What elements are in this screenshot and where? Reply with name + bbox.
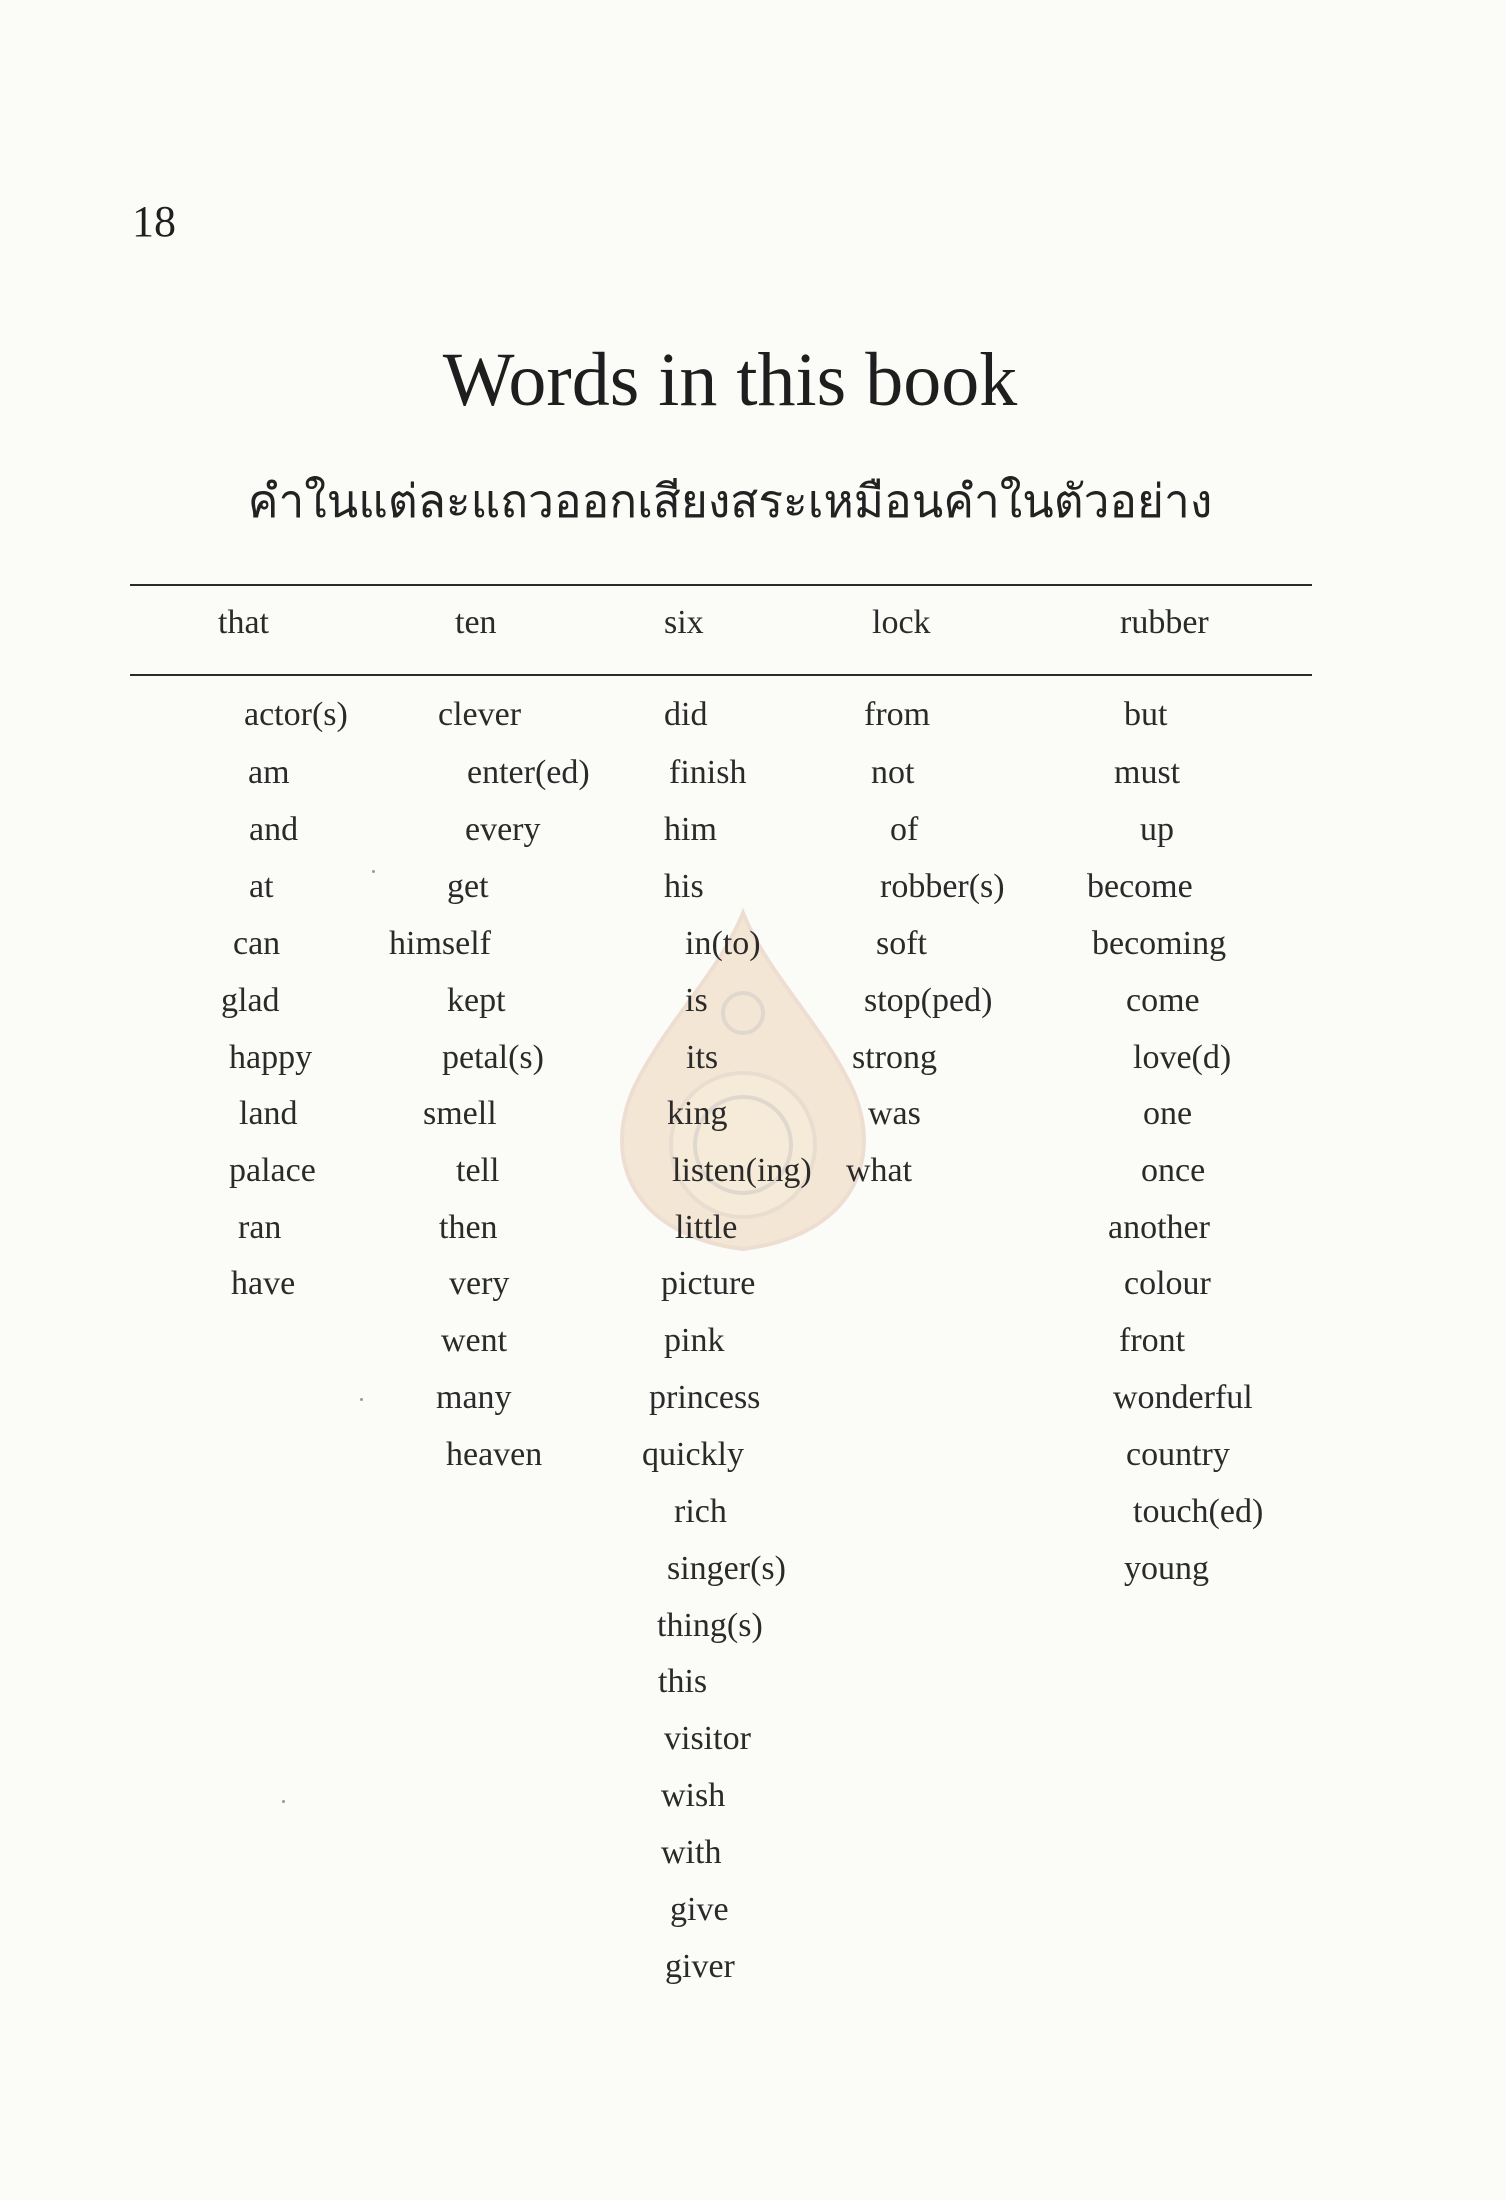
word-cell: went <box>441 1322 508 1359</box>
word-cell: strong <box>852 1039 937 1076</box>
column-header-ten: ten <box>455 604 497 641</box>
word-cell: love(d) <box>1133 1039 1232 1076</box>
word-cell: and <box>249 811 299 848</box>
word-cell: every <box>465 811 541 848</box>
column-header-lock: lock <box>872 604 931 641</box>
word-cell: finish <box>669 754 747 791</box>
word-cell: is <box>685 982 708 1019</box>
word-cell: land <box>239 1095 298 1132</box>
word-cell: its <box>686 1039 719 1076</box>
word-cell: this <box>658 1663 708 1700</box>
table-bottom-rule <box>130 674 1312 676</box>
word-cell: front <box>1119 1322 1186 1359</box>
word-cell: many <box>436 1379 512 1416</box>
word-cell: visitor <box>664 1720 751 1757</box>
word-cell: soft <box>876 925 927 962</box>
word-cell: up <box>1140 811 1174 848</box>
word-cell: from <box>864 696 931 733</box>
word-cell: wonderful <box>1113 1379 1253 1416</box>
word-cell: becoming <box>1092 925 1227 962</box>
word-cell: his <box>664 868 704 905</box>
word-cell: country <box>1126 1436 1230 1473</box>
word-cell: very <box>449 1265 510 1302</box>
word-cell: happy <box>229 1039 313 1076</box>
word-cell: what <box>846 1152 913 1189</box>
word-cell: picture <box>661 1265 756 1302</box>
word-cell: clever <box>438 696 522 733</box>
word-cell: himself <box>389 925 491 962</box>
word-cell: with <box>661 1834 722 1871</box>
stray-mark <box>372 870 375 873</box>
word-cell: can <box>233 925 281 962</box>
word-cell: have <box>231 1265 296 1302</box>
table-top-rule <box>130 584 1312 586</box>
word-cell: petal(s) <box>442 1039 544 1076</box>
word-cell: thing(s) <box>657 1607 763 1644</box>
word-cell: wish <box>661 1777 726 1814</box>
page-subtitle: คำในแต่ละแถวออกเสียงสระเหมือนคำในตัวอย่าง <box>247 474 1213 528</box>
word-cell: him <box>664 811 717 848</box>
stray-mark <box>282 1800 285 1803</box>
word-cell: touch(ed) <box>1133 1493 1264 1530</box>
word-cell: young <box>1124 1550 1209 1587</box>
column-header-that: that <box>218 604 269 641</box>
word-cell: one <box>1143 1095 1193 1132</box>
column-header-rubber: rubber <box>1120 604 1209 641</box>
word-cell: princess <box>649 1379 761 1416</box>
word-cell: heaven <box>446 1436 543 1473</box>
word-cell: was <box>868 1095 921 1132</box>
word-cell: once <box>1141 1152 1206 1189</box>
word-cell: listen(ing) <box>672 1152 812 1189</box>
word-cell: enter(ed) <box>467 754 590 791</box>
word-cell: ran <box>238 1209 282 1246</box>
word-cell: at <box>249 868 274 905</box>
word-cell: kept <box>447 982 506 1019</box>
word-cell: tell <box>456 1152 500 1189</box>
word-cell: did <box>664 696 708 733</box>
word-cell: smell <box>423 1095 497 1132</box>
word-cell: am <box>248 754 290 791</box>
stray-mark <box>360 1398 363 1401</box>
word-cell: get <box>447 868 489 905</box>
word-cell: stop(ped) <box>864 982 993 1019</box>
word-cell: pink <box>664 1322 725 1359</box>
word-cell: rich <box>674 1493 727 1530</box>
word-cell: actor(s) <box>244 696 348 733</box>
word-cell: robber(s) <box>880 868 1005 905</box>
page-title: Words in this book <box>442 338 1018 422</box>
word-cell: quickly <box>642 1436 744 1473</box>
word-cell: another <box>1108 1209 1210 1246</box>
word-cell: glad <box>221 982 280 1019</box>
word-cell: singer(s) <box>667 1550 786 1587</box>
word-cell: must <box>1114 754 1181 791</box>
word-cell: become <box>1087 868 1193 905</box>
word-cell: giver <box>665 1948 735 1985</box>
word-cell: of <box>890 811 919 848</box>
page-number: 18 <box>132 197 176 246</box>
word-cell: palace <box>229 1152 316 1189</box>
word-cell: not <box>871 754 915 791</box>
column-header-six: six <box>664 604 704 641</box>
word-cell: then <box>439 1209 498 1246</box>
word-cell: colour <box>1124 1265 1211 1302</box>
word-cell: come <box>1126 982 1200 1019</box>
word-cell: in(to) <box>685 925 761 962</box>
word-cell: give <box>670 1891 729 1928</box>
word-cell: king <box>667 1095 728 1132</box>
word-cell: little <box>675 1209 738 1246</box>
word-cell: but <box>1124 696 1168 733</box>
